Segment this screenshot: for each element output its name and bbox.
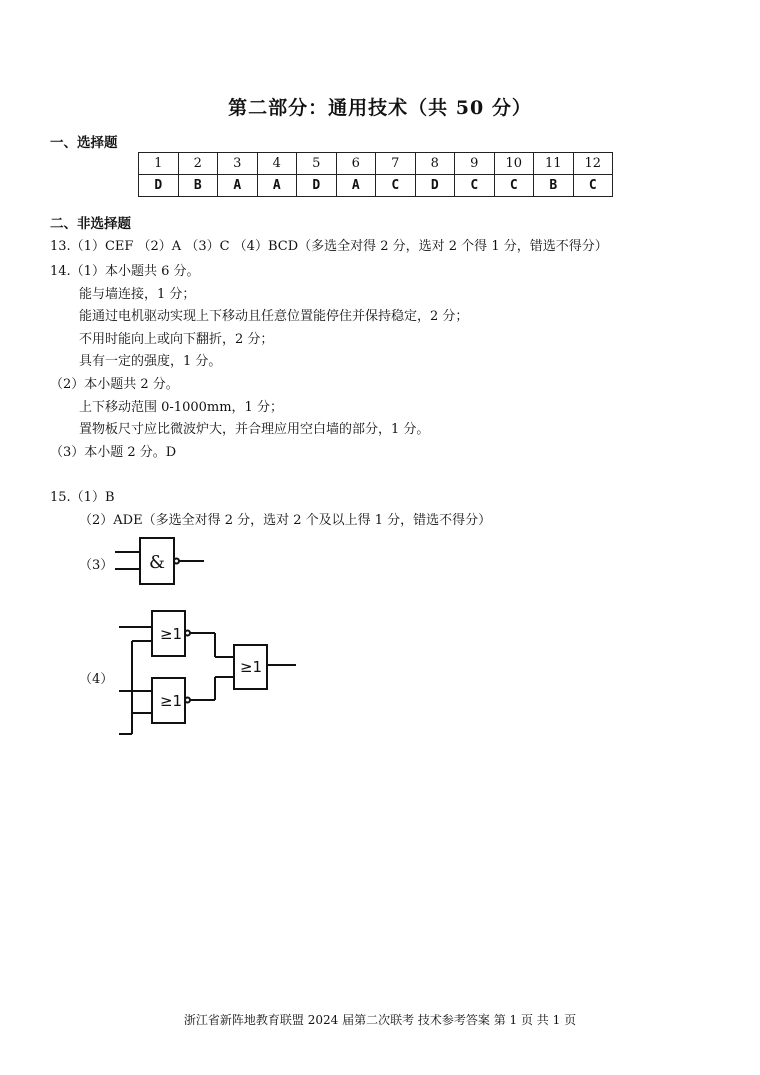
q14-line-2: 能通过电机驱动实现上下移动且任意位置能停住并保持稳定，2 分； [79, 309, 469, 324]
answer-cell: C [455, 175, 495, 197]
q14-part1-heading: 14.（1）本小题共 6 分。 [50, 264, 200, 279]
q14-line-1: 能与墙连接，1 分； [79, 287, 196, 302]
question-number-cell: 1 [139, 153, 179, 175]
answer-cell: A [336, 175, 376, 197]
or-gate-2-bubble [185, 698, 190, 703]
question-number-cell: 4 [257, 153, 297, 175]
answer-cell: B [534, 175, 574, 197]
q14-part2-heading: （2）本小题共 2 分。 [50, 377, 179, 392]
answer-cell: C [573, 175, 613, 197]
q14-line-6: 置物板尺寸应比微波炉大，并合理应用空白墙的部分，1 分。 [79, 422, 430, 437]
q14-line-3: 不用时能向上或向下翻折，2 分； [79, 332, 274, 347]
question-number-cell: 5 [297, 153, 337, 175]
q14-part3: （3）本小题 2 分。D [50, 445, 177, 460]
and-gate-symbol: & [148, 552, 166, 573]
answer-cell: D [297, 175, 337, 197]
q13-answer: 13.（1）CEF （2）A （3）C （4）BCD（多选全对得 2 分，选对 2 个得 1 分，错选不得分） [50, 239, 608, 254]
answer-cell: D [415, 175, 455, 197]
or-gate-2-symbol: ≥1 [159, 692, 183, 710]
question-number-cell: 8 [415, 153, 455, 175]
and-gate-inverter-bubble [174, 559, 179, 564]
page-title: 第二部分：通用技术（共 50 分） [228, 97, 532, 119]
answer-cell: A [257, 175, 297, 197]
q14-line-5: 上下移动范围 0-1000mm，1 分； [79, 400, 283, 415]
question-number-cell: 9 [455, 153, 495, 175]
q15-part3-label: （3） [79, 558, 114, 573]
answer-cell: C [376, 175, 416, 197]
question-number-cell: 10 [494, 153, 534, 175]
question-number-cell: 2 [178, 153, 218, 175]
page-footer: 浙江省新阵地教育联盟 2024 届第二次联考 技术参考答案 第 1 页 共 1 页 [183, 1013, 577, 1027]
answer-cell: B [178, 175, 218, 197]
question-number-cell: 6 [336, 153, 376, 175]
answer-cell: A [218, 175, 258, 197]
q15-part2: （2）ADE（多选全对得 2 分，选对 2 个及以上得 1 分，错选不得分） [79, 513, 492, 528]
or-gate-3-symbol: ≥1 [239, 658, 263, 676]
question-number-cell: 7 [376, 153, 416, 175]
question-number-cell: 3 [218, 153, 258, 175]
question-number-cell: 12 [573, 153, 613, 175]
question-number-cell: 11 [534, 153, 574, 175]
q15-part4-label: （4） [79, 672, 114, 687]
or-gate-1-symbol: ≥1 [159, 625, 183, 643]
q15-part1: 15.（1）B [50, 490, 115, 505]
answer-cell: C [494, 175, 534, 197]
section-heading-choice: 一、选择题 [50, 135, 118, 151]
q14-line-4: 具有一定的强度，1 分。 [79, 354, 222, 369]
or-gate-network [119, 611, 296, 734]
answer-cell: D [139, 175, 179, 197]
or-gate-1-bubble [185, 631, 190, 636]
section-heading-nonchoice: 二、非选择题 [50, 216, 131, 232]
